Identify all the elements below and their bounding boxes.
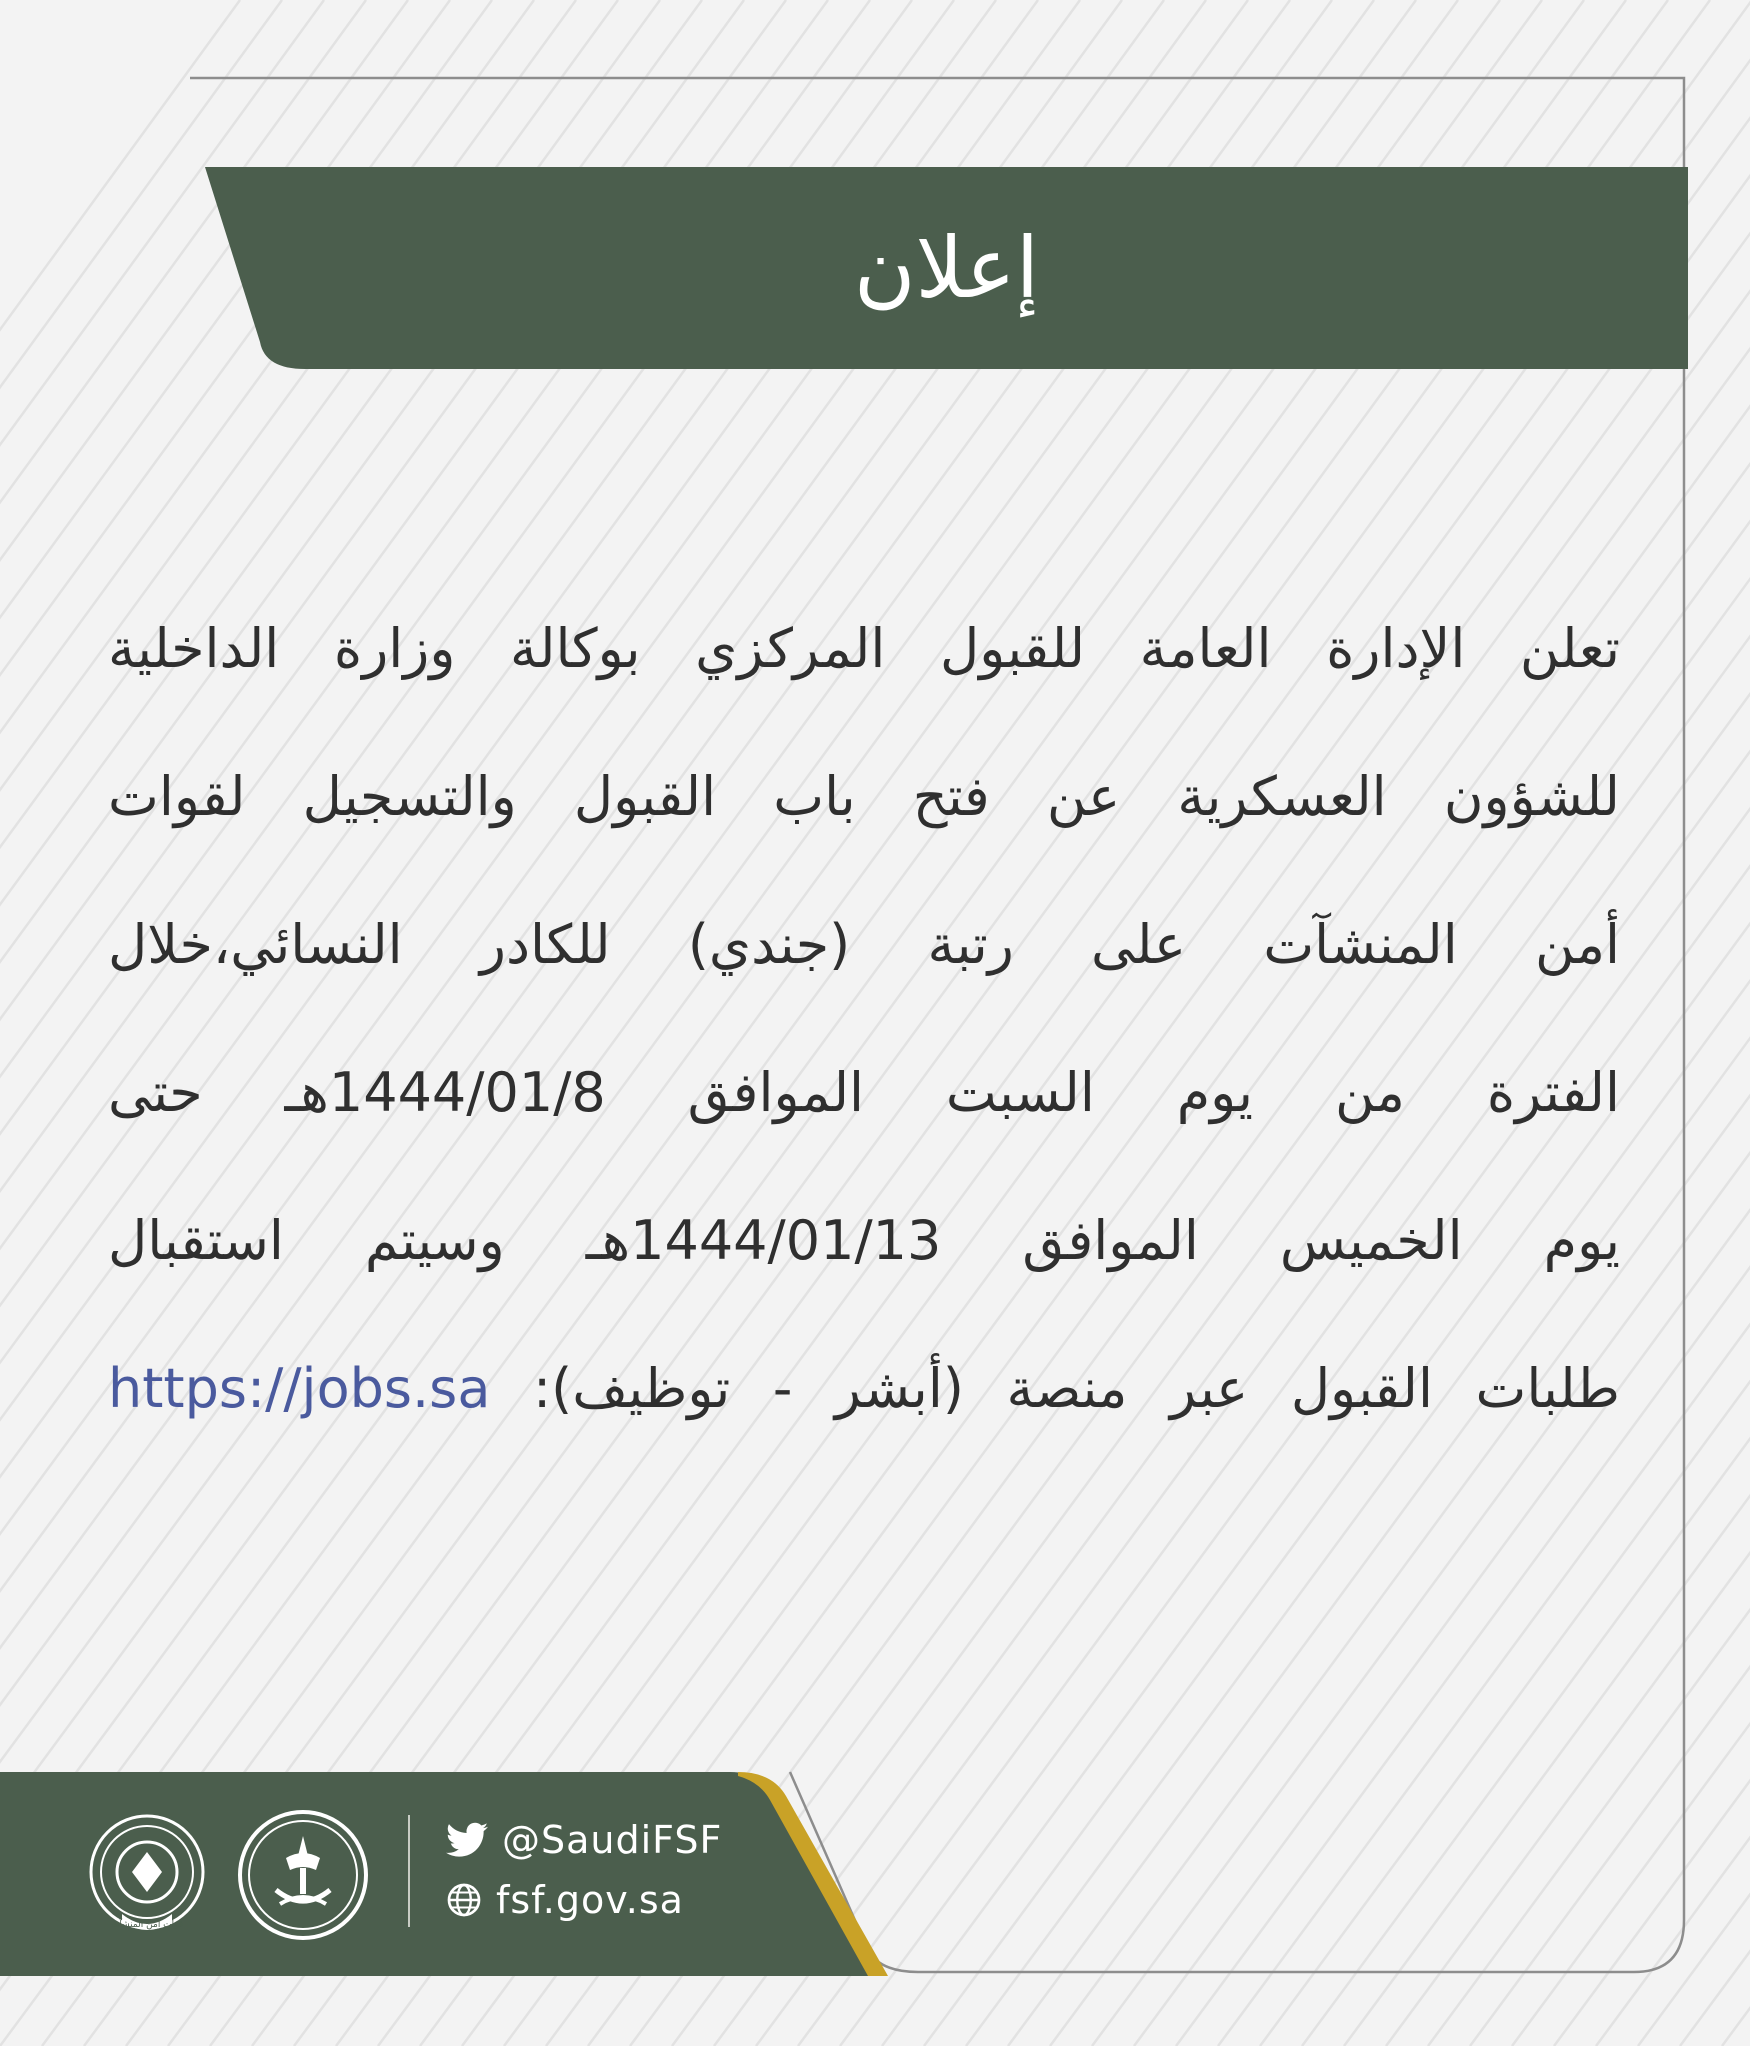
globe-icon bbox=[446, 1882, 482, 1918]
moi-emblem bbox=[236, 1808, 370, 1942]
website-row[interactable] bbox=[446, 1878, 684, 1922]
announcement-line-last bbox=[108, 1315, 1620, 1463]
footer-divider bbox=[408, 1815, 410, 1927]
svg-text:قوات أمن المنشآت: قوات أمن المنشآت bbox=[110, 1920, 184, 1930]
announcement-line: أمن المنشآت على رتبة (جندي) للكادر النسائي،خلال bbox=[108, 913, 1620, 976]
announcement-last-text: طلبات القبول عبر منصة (أبشر - توظيف): bbox=[532, 1357, 1620, 1420]
announcement-line: تعلن الإدارة العامة للقبول المركزي بوكالة وزارة الداخلية bbox=[108, 617, 1620, 680]
announcement-line: الفترة من يوم السبت الموافق 1444/01/8هـ حتى bbox=[108, 1061, 1620, 1124]
page-title: إعلان bbox=[853, 219, 1040, 317]
announcement-line: يوم الخميس الموافق 1444/01/13هـ وسيتم استقبال bbox=[108, 1209, 1620, 1272]
website-url: fsf.gov.sa bbox=[496, 1878, 684, 1922]
announcement-line: للشؤون العسكرية عن فتح باب القبول والتسجيل لقوات bbox=[108, 765, 1620, 828]
announcement-body bbox=[108, 575, 1620, 1463]
jobs-link[interactable]: https://jobs.sa bbox=[108, 1357, 491, 1420]
twitter-handle-row[interactable] bbox=[446, 1818, 722, 1862]
twitter-icon bbox=[446, 1822, 488, 1858]
fsf-emblem bbox=[82, 1810, 212, 1940]
twitter-handle: @SaudiFSF bbox=[502, 1818, 723, 1862]
